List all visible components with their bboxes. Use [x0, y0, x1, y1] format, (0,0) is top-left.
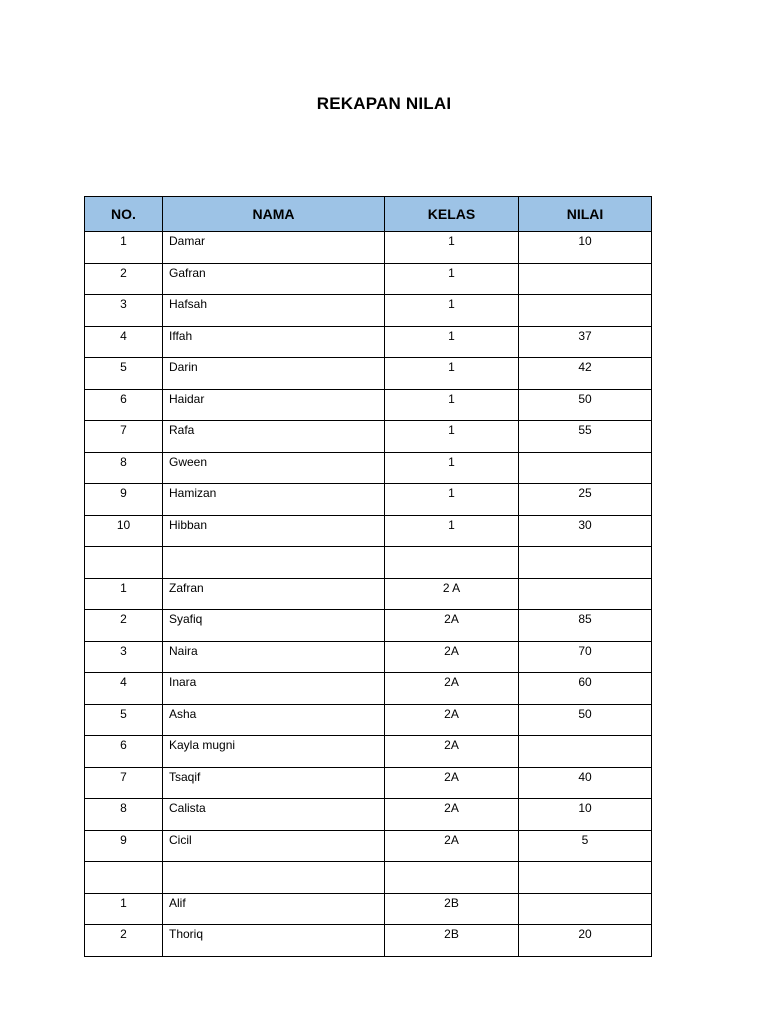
cell-kelas: 1: [385, 263, 519, 295]
cell-nilai: 37: [519, 326, 652, 358]
cell-no: 10: [85, 515, 163, 547]
cell-nama: Zafran: [163, 578, 385, 610]
cell-no: 7: [85, 421, 163, 453]
table-row: [85, 421, 652, 453]
cell-no: 6: [85, 389, 163, 421]
table-row: [85, 515, 652, 547]
cell-nilai: 25: [519, 484, 652, 516]
cell-nama: Hamizan: [163, 484, 385, 516]
cell-no: 4: [85, 673, 163, 705]
cell-nama: Gween: [163, 452, 385, 484]
column-header-nama: NAMA: [163, 197, 385, 232]
cell-nilai: [519, 452, 652, 484]
cell-nama: Calista: [163, 799, 385, 831]
cell-nilai: 20: [519, 925, 652, 957]
cell-nama: Cicil: [163, 830, 385, 862]
table-row: [85, 799, 652, 831]
cell-kelas: 2A: [385, 736, 519, 768]
cell-kelas: 2A: [385, 830, 519, 862]
cell-no: 5: [85, 704, 163, 736]
cell-kelas: 1: [385, 358, 519, 390]
cell-nilai: [519, 295, 652, 327]
table-row: [85, 452, 652, 484]
cell-nama: Tsaqif: [163, 767, 385, 799]
cell-nama: Kayla mugni: [163, 736, 385, 768]
table-row: [85, 295, 652, 327]
table-row: [85, 389, 652, 421]
cell-no: 9: [85, 830, 163, 862]
cell-kelas: 2B: [385, 893, 519, 925]
cell-kelas: 1: [385, 421, 519, 453]
cell-kelas: 2A: [385, 610, 519, 642]
cell-kelas: 1: [385, 515, 519, 547]
cell-nilai: [519, 578, 652, 610]
table-row: [85, 641, 652, 673]
cell-no: [85, 862, 163, 894]
table-row: [85, 578, 652, 610]
cell-kelas: [385, 862, 519, 894]
cell-no: 9: [85, 484, 163, 516]
cell-nilai: [519, 547, 652, 579]
cell-no: 1: [85, 578, 163, 610]
table-row: [85, 862, 652, 894]
cell-nilai: [519, 893, 652, 925]
cell-kelas: 1: [385, 484, 519, 516]
table-row: [85, 547, 652, 579]
table-row: [85, 925, 652, 957]
cell-no: 2: [85, 610, 163, 642]
cell-nama: Hafsah: [163, 295, 385, 327]
cell-nilai: [519, 263, 652, 295]
cell-nilai: 60: [519, 673, 652, 705]
column-header-nilai: NILAI: [519, 197, 652, 232]
cell-no: 8: [85, 452, 163, 484]
cell-no: 1: [85, 232, 163, 264]
cell-kelas: 2A: [385, 704, 519, 736]
cell-nama: Iffah: [163, 326, 385, 358]
cell-nama: Thoriq: [163, 925, 385, 957]
cell-no: 6: [85, 736, 163, 768]
cell-kelas: 1: [385, 389, 519, 421]
cell-nama: Asha: [163, 704, 385, 736]
cell-nama: Rafa: [163, 421, 385, 453]
cell-nama: Hibban: [163, 515, 385, 547]
cell-no: 8: [85, 799, 163, 831]
cell-kelas: 1: [385, 326, 519, 358]
cell-nilai: 85: [519, 610, 652, 642]
cell-kelas: 1: [385, 295, 519, 327]
cell-kelas: 2A: [385, 673, 519, 705]
cell-nilai: 10: [519, 799, 652, 831]
cell-nilai: [519, 862, 652, 894]
cell-no: 5: [85, 358, 163, 390]
cell-nilai: 30: [519, 515, 652, 547]
cell-nilai: 42: [519, 358, 652, 390]
cell-nilai: 50: [519, 389, 652, 421]
cell-nama: Alif: [163, 893, 385, 925]
cell-nama: Syafiq: [163, 610, 385, 642]
cell-nama: Inara: [163, 673, 385, 705]
table-row: [85, 610, 652, 642]
table-header-row: [85, 197, 652, 232]
column-header-kelas: KELAS: [385, 197, 519, 232]
cell-nama: Darin: [163, 358, 385, 390]
table-body: [85, 232, 652, 957]
cell-no: 4: [85, 326, 163, 358]
table-row: [85, 893, 652, 925]
cell-no: 3: [85, 641, 163, 673]
cell-nilai: 5: [519, 830, 652, 862]
table-row: [85, 232, 652, 264]
table-row: [85, 263, 652, 295]
cell-no: 3: [85, 295, 163, 327]
cell-nilai: [519, 736, 652, 768]
cell-kelas: 2A: [385, 767, 519, 799]
table-row: [85, 358, 652, 390]
grade-table: [84, 196, 652, 957]
cell-nama: Haidar: [163, 389, 385, 421]
column-header-no: NO.: [85, 197, 163, 232]
cell-nama: Gafran: [163, 263, 385, 295]
cell-nama: Damar: [163, 232, 385, 264]
cell-no: 2: [85, 263, 163, 295]
cell-kelas: 2A: [385, 641, 519, 673]
cell-nama: [163, 547, 385, 579]
cell-kelas: [385, 547, 519, 579]
table-row: [85, 673, 652, 705]
cell-kelas: 2 A: [385, 578, 519, 610]
cell-no: 7: [85, 767, 163, 799]
table-row: [85, 736, 652, 768]
cell-kelas: 1: [385, 232, 519, 264]
cell-kelas: 2B: [385, 925, 519, 957]
cell-nilai: 70: [519, 641, 652, 673]
cell-no: [85, 547, 163, 579]
cell-nilai: 10: [519, 232, 652, 264]
table-row: [85, 704, 652, 736]
cell-no: 1: [85, 893, 163, 925]
table-row: [85, 484, 652, 516]
cell-nilai: 55: [519, 421, 652, 453]
document-title: REKAPAN NILAI: [316, 94, 452, 113]
table-row: [85, 830, 652, 862]
table-row: [85, 326, 652, 358]
cell-kelas: 1: [385, 452, 519, 484]
table-row: [85, 767, 652, 799]
cell-no: 2: [85, 925, 163, 957]
cell-kelas: 2A: [385, 799, 519, 831]
cell-nilai: 40: [519, 767, 652, 799]
cell-nilai: 50: [519, 704, 652, 736]
cell-nama: [163, 862, 385, 894]
cell-nama: Naira: [163, 641, 385, 673]
